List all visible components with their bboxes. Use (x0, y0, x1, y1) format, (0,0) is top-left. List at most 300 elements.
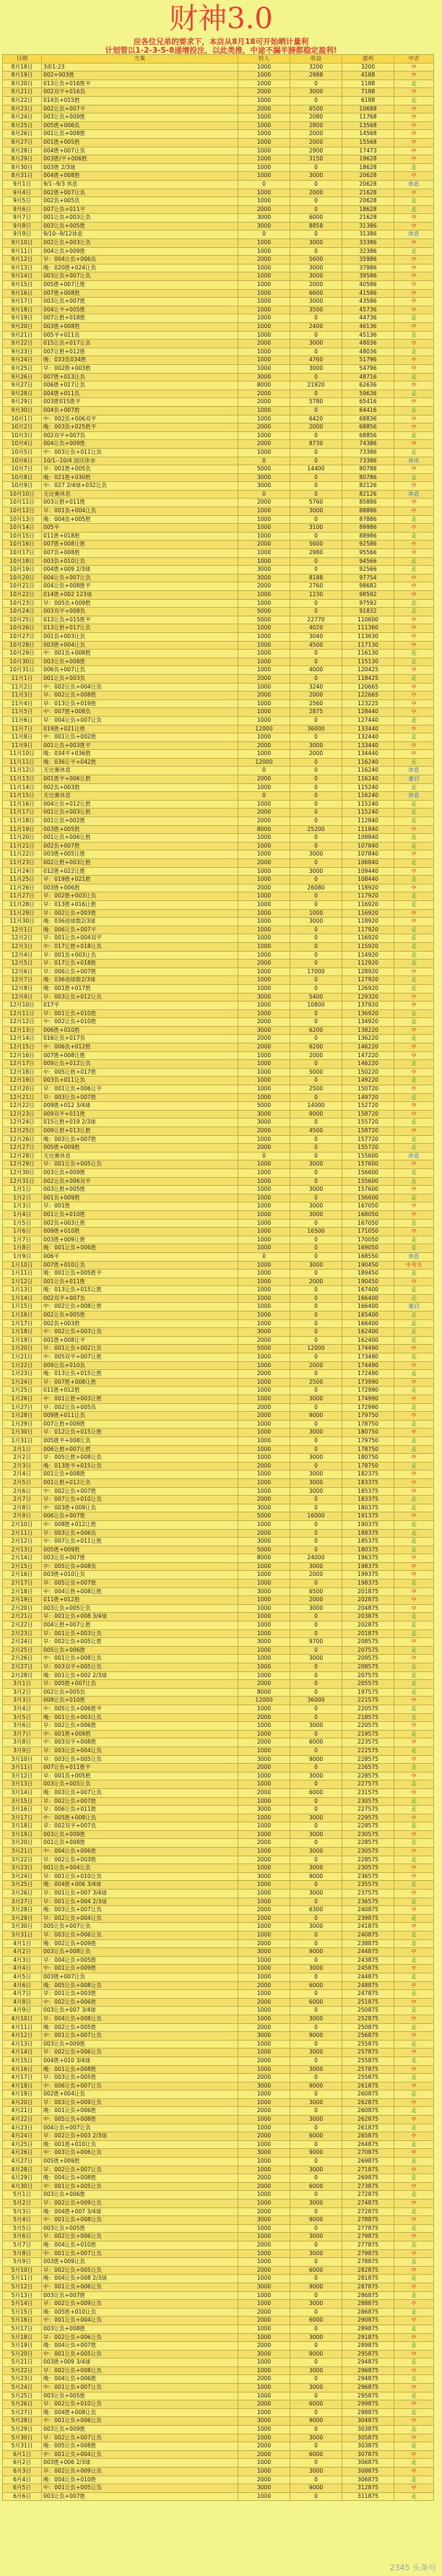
cell-date: 3月1日 (3, 1680, 42, 1689)
cell-stake: 1000 (238, 909, 290, 918)
cell-plan: 003让负+007胜 (42, 2492, 238, 2501)
table-row (3, 1051, 434, 1060)
cell-profit: 278875 (342, 2258, 394, 2267)
cell-stake: 1000 (238, 2426, 290, 2434)
cell-date: 1月20日 (3, 1345, 42, 1353)
cell-profit: 167050 (342, 1202, 394, 1211)
cell-profit: 196375 (342, 1554, 394, 1563)
table-row (3, 524, 434, 533)
cell-stake: 2000 (238, 423, 290, 432)
cell-date: 5月31日 (3, 2442, 42, 2451)
cell-date: 4月14日 (3, 2049, 42, 2057)
cell-date: 2月17日 (3, 1580, 42, 1588)
cell-plan: 001让负+008胜 (42, 1470, 238, 1479)
cell-profit: 191375 (342, 1512, 394, 1521)
cell-return: 0 (290, 1219, 342, 1228)
cell-return: 3000 (290, 867, 342, 876)
cell-profit: 62636 (342, 382, 394, 390)
cell-stake: 3000 (238, 1755, 290, 1764)
table-row (3, 231, 434, 239)
cell-return: 6000 (290, 2182, 342, 2191)
table-row (3, 2007, 434, 2015)
cell-return: 0 (290, 599, 342, 608)
table-row (3, 1286, 434, 1295)
cell-plan: 无比赛休息 (42, 767, 238, 775)
table-row (3, 1454, 434, 1463)
table-row (3, 716, 434, 725)
cell-result: 走 (394, 1580, 434, 1588)
cell-result: 中 (394, 1588, 434, 1596)
cell-profit: 199375 (342, 1571, 394, 1580)
table-row (3, 1755, 434, 1764)
cell-result: 中 (394, 356, 434, 365)
cell-date: 11月8日 (3, 733, 42, 742)
cell-result: 走 (394, 448, 434, 457)
table-row (3, 1688, 434, 1697)
cell-date: 5月18日 (3, 2333, 42, 2342)
table-row (3, 1529, 434, 1538)
cell-result: 中 (394, 364, 434, 373)
cell-stake: 3000 (238, 1872, 290, 1881)
table-row (3, 599, 434, 608)
cell-stake: 1000 (238, 121, 290, 130)
cell-stake: 1000 (238, 1303, 290, 1311)
cell-plan: 中：002让负+007胜 (42, 1487, 238, 1496)
cell-date: 10月5日 (3, 448, 42, 457)
cell-date: 5月24日 (3, 2384, 42, 2392)
cell-date: 2月15日 (3, 1562, 42, 1571)
cell-result: 走 (394, 842, 434, 850)
cell-plan: 早：005负+009胜 (42, 599, 238, 608)
table-row (3, 2049, 434, 2057)
cell-result: 走 (394, 1135, 434, 1144)
cell-profit: 134920 (342, 1018, 394, 1027)
cell-return: 8188 (290, 574, 342, 582)
cell-return: 6000 (290, 1739, 342, 1747)
cell-profit: 31386 (342, 231, 394, 239)
table-row (3, 499, 434, 507)
cell-result: 中 (394, 1454, 434, 1463)
cell-plan: 003胜+010让负 (42, 1571, 238, 1580)
table-row (3, 2124, 434, 2132)
cell-profit: 115240 (342, 800, 394, 809)
cell-result: 中 (394, 2384, 434, 2392)
cell-plan: 009让负+010负 (42, 1361, 238, 1370)
cell-return: 0 (290, 1144, 342, 1153)
cell-profit: 118425 (342, 674, 394, 683)
table-row (3, 809, 434, 817)
cell-date: 8月27日 (3, 138, 42, 147)
cell-result: 中 (394, 1965, 434, 1973)
cell-return: 0 (290, 650, 342, 658)
cell-return: 3000 (290, 1604, 342, 1613)
cell-return: 9700 (290, 1638, 342, 1647)
cell-result: 中 (394, 632, 434, 641)
cell-plan: 003胜+009让负 (42, 2258, 238, 2267)
cell-plan: 晚：005让负+008胜 (42, 2442, 238, 2451)
cell-plan: 早：002让负+006让负 (42, 2333, 238, 2342)
cell-profit: 222575 (342, 1746, 394, 1755)
cell-stake: 1000 (238, 2098, 290, 2107)
cell-plan: 早：002让负+004让负 (42, 1914, 238, 1923)
cell-return: 0 (290, 2023, 342, 2032)
cell-profit: 188375 (342, 1529, 394, 1538)
cell-stake: 2000 (238, 1529, 290, 1538)
cell-date: 11月18日 (3, 817, 42, 826)
cell-plan: 013让负+016胜平 (42, 79, 238, 88)
cell-return: 3000 (290, 1454, 342, 1463)
table-row (3, 1671, 434, 1680)
cell-plan: 003胜 2/3球 (42, 163, 238, 172)
cell-profit: 277875 (342, 2241, 394, 2249)
table-row (3, 2241, 434, 2249)
cell-profit: 180375 (342, 1546, 394, 1554)
table-row (3, 1788, 434, 1797)
cell-return: 3000 (290, 2366, 342, 2375)
cell-plan: 002双平+007负 (42, 1294, 238, 1303)
cell-plan: 早：005让胜+008让负 (42, 1454, 238, 1463)
table-row (3, 2107, 434, 2116)
cell-plan: 早：002让负+009让负 (42, 2300, 238, 2309)
table-row (3, 1261, 434, 1270)
table-row (3, 382, 434, 390)
cell-result: 走 (394, 716, 434, 725)
cell-profit: 171050 (342, 1228, 394, 1236)
cell-return: 3000 (290, 918, 342, 926)
cell-date: 10月2日 (3, 423, 42, 432)
table-row (3, 725, 434, 733)
cell-result: 中 (394, 1127, 434, 1136)
cell-result: 中 (394, 72, 434, 80)
cell-plan: 早：002让负+006让负 (42, 2049, 238, 2057)
cell-return: 3000 (290, 1562, 342, 1571)
cell-return: 3000 (290, 1814, 342, 1822)
cell-plan: 早：001让负+004双平 (42, 934, 238, 943)
cell-stake: 1000 (238, 2275, 290, 2283)
cell-return: 3000 (290, 2065, 342, 2074)
cell-result: 休息 (394, 490, 434, 499)
cell-date: 11月30日 (3, 918, 42, 926)
cell-date: 11月21日 (3, 842, 42, 850)
cell-stake: 5000 (238, 616, 290, 624)
cell-profit: 117920 (342, 892, 394, 901)
cell-result: 中 (394, 2484, 434, 2493)
cell-stake: 2000 (238, 809, 290, 817)
cell-plan: 晚：004让负+010胜 (42, 2241, 238, 2249)
cell-plan: 早：004让负+006负 (42, 256, 238, 264)
cell-return: 36000 (290, 725, 342, 733)
cell-date: 4月25日 (3, 2140, 42, 2149)
cell-plan: 001让负+008胜 (42, 1839, 238, 1848)
cell-stake: 1000 (238, 1848, 290, 1856)
cell-plan: 007胜+013让负 (42, 373, 238, 382)
cell-result: 中 (394, 323, 434, 332)
cell-date: 4月9日 (3, 2007, 42, 2015)
table-row (3, 281, 434, 290)
table-row (3, 1655, 434, 1663)
cell-date: 8月24日 (3, 113, 42, 122)
cell-result: 中 (394, 1378, 434, 1387)
cell-stake: 1000 (238, 323, 290, 332)
cell-return: 0 (290, 674, 342, 683)
cell-plan: 晚：001让负+006胜 (42, 1244, 238, 1253)
cell-plan: 中：003胜+009让负 (42, 1504, 238, 1512)
cell-plan: 中：002让负+006胜 (42, 1998, 238, 2007)
cell-stake: 2000 (238, 340, 290, 348)
cell-return: 0 (290, 1956, 342, 1965)
cell-plan: 003让胜+011胜 (42, 499, 238, 507)
cell-stake: 1000 (238, 1378, 290, 1387)
table-row (3, 2040, 434, 2049)
cell-stake: 1000 (238, 1093, 290, 1102)
cell-date: 12月21日 (3, 1093, 42, 1102)
cell-stake: 1000 (238, 1319, 290, 1328)
cell-date: 12月16日 (3, 1051, 42, 1060)
cell-result: 走 (394, 599, 434, 608)
cell-date: 2月16日 (3, 1571, 42, 1580)
cell-profit: 236575 (342, 1897, 394, 1906)
table-row (3, 741, 434, 750)
cell-result: 走 (394, 2140, 434, 2149)
cell-plan: 002让负+005胜 (42, 1311, 238, 1320)
table-row (3, 608, 434, 616)
cell-date: 5月15日 (3, 2308, 42, 2317)
cell-return: 9000 (290, 1948, 342, 1957)
cell-profit: 138220 (342, 1026, 394, 1035)
cell-date: 12月22日 (3, 1102, 42, 1111)
cell-date: 3月24日 (3, 1872, 42, 1881)
cell-stake: 3000 (238, 2350, 290, 2359)
cell-return: 9000 (290, 1412, 342, 1421)
cell-profit: 118920 (342, 918, 394, 926)
cell-date: 8月19日 (3, 72, 42, 80)
cell-stake: 1000 (238, 1186, 290, 1194)
cell-plan: 9/10--9/12休息 (42, 231, 238, 239)
cell-return: 0 (290, 2476, 342, 2484)
cell-plan: 早：002让负+007让负 (42, 2434, 238, 2442)
cell-result: 中 (394, 1345, 434, 1353)
cell-date: 5月19日 (3, 2342, 42, 2351)
cell-result: 走 (394, 2308, 434, 2317)
cell-result: 走 (394, 1629, 434, 1638)
cell-stake: 8000 (238, 1688, 290, 1697)
cell-stake: 1000 (238, 2258, 290, 2267)
cell-return: 3000 (290, 1487, 342, 1496)
cell-result: 走 (394, 163, 434, 172)
cell-return: 6000 (290, 1981, 342, 1990)
cell-profit: 87886 (342, 515, 394, 524)
cell-return: 3000 (290, 264, 342, 272)
cell-stake: 3000 (238, 222, 290, 231)
cell-plan: 早：002让负+009让负 (42, 2200, 238, 2208)
cell-return: 0 (290, 1336, 342, 1345)
cell-return: 3000 (290, 1848, 342, 1856)
cell-return: 2875 (290, 708, 342, 717)
cell-date: 3月5日 (3, 1713, 42, 1722)
cell-profit: 183375 (342, 1496, 394, 1504)
cell-profit: 238875 (342, 1939, 394, 1948)
cell-plan: 001胜+008让平 (42, 1336, 238, 1345)
cell-stake: 1000 (238, 1060, 290, 1069)
table-row (3, 892, 434, 901)
cell-result: 中 (394, 1470, 434, 1479)
cell-result: 中 (394, 1739, 434, 1747)
cell-plan: 早：004让负+008让负 (42, 2015, 238, 2023)
cell-return: 0 (290, 1194, 342, 1202)
table-row (3, 2366, 434, 2375)
table-row (3, 2032, 434, 2041)
cell-stake: 1000 (238, 926, 290, 934)
cell-plan: 早：003双平+005让负 (42, 1663, 238, 1672)
cell-return: 0 (290, 1680, 342, 1689)
cell-profit: 123225 (342, 699, 394, 708)
cell-profit: 229575 (342, 1814, 394, 1822)
cell-result: 走 (394, 557, 434, 566)
table-row (3, 968, 434, 976)
cell-result: 中 (394, 147, 434, 155)
cell-date: 2月25日 (3, 1646, 42, 1655)
cell-plan: 中：006让负+007让负 (42, 2082, 238, 2090)
cell-return: 3000 (290, 2384, 342, 2392)
cell-result: 中 (394, 507, 434, 516)
cell-return: 0 (290, 1077, 342, 1085)
cell-result: 中 (394, 1722, 434, 1731)
cell-result: 走 (394, 1328, 434, 1337)
cell-profit: 115240 (342, 783, 394, 792)
cell-date: 10月25日 (3, 616, 42, 624)
cell-result: 中 (394, 699, 434, 708)
cell-plan: 017平 (42, 1001, 238, 1010)
cell-plan: 早：003让负+006负 (42, 1529, 238, 1538)
cell-plan: 早：003让负+007胜 (42, 1093, 238, 1102)
cell-profit: 247875 (342, 1990, 394, 1999)
cell-profit: 218575 (342, 1713, 394, 1722)
cell-return: 0 (290, 1705, 342, 1713)
cell-result: 走 (394, 2325, 434, 2333)
cell-result: 走 (394, 2375, 434, 2384)
table-row (3, 1462, 434, 1470)
cell-profit: 190450 (342, 1278, 394, 1286)
cell-date: 9月28日 (3, 389, 42, 398)
cell-date: 11月19日 (3, 825, 42, 834)
cell-profit: 256875 (342, 2032, 394, 2041)
cell-result: 中 (394, 465, 434, 474)
cell-result: 走 (394, 1445, 434, 1454)
cell-stake: 1000 (238, 2040, 290, 2049)
cell-stake: 1000 (238, 247, 290, 256)
cell-stake: 2000 (238, 1370, 290, 1379)
cell-profit: 68856 (342, 423, 394, 432)
table-row (3, 624, 434, 633)
cell-date: 9月6日 (3, 205, 42, 214)
cell-profit: 111360 (342, 624, 394, 633)
cell-profit: 241875 (342, 1923, 394, 1931)
cell-plan: 晚：003让负+007让负 (42, 1906, 238, 1915)
cell-date: 1月27日 (3, 1403, 42, 1412)
cell-result: 走 (394, 348, 434, 356)
cell-result: 中 (394, 582, 434, 591)
cell-date: 4月16日 (3, 2065, 42, 2074)
cell-result: 中 (394, 239, 434, 248)
cell-return: 2560 (290, 699, 342, 708)
cell-stake: 3000 (238, 574, 290, 582)
cell-return: 0 (290, 2107, 342, 2116)
cell-return: 0 (290, 373, 342, 382)
cell-profit: 208575 (342, 1638, 394, 1647)
cell-return: 1230 (290, 591, 342, 600)
cell-plan: 早：002让负+007胜 (42, 1797, 238, 1806)
cell-return: 4760 (290, 356, 342, 365)
cell-stake: 1000 (238, 951, 290, 960)
cell-result: 走 (394, 1839, 434, 1848)
cell-return: 0 (290, 180, 342, 189)
cell-plan: 晚：004胜+007 3/4球 (42, 2207, 238, 2216)
cell-profit: 158720 (342, 1127, 394, 1136)
cell-result: 中 (394, 2468, 434, 2476)
cell-date: 9月25日 (3, 364, 42, 373)
cell-result: 走 (394, 1897, 434, 1906)
cell-date: 11月9日 (3, 741, 42, 750)
cell-profit: 189450 (342, 1270, 394, 1278)
cell-stake: 1000 (238, 163, 290, 172)
cell-plan: 晚：001让负+003让负 (42, 1713, 238, 1722)
cell-result: 中 (394, 138, 434, 147)
table-row (3, 2266, 434, 2275)
table-row (3, 1328, 434, 1337)
table-row (3, 1068, 434, 1077)
cell-profit: 20628 (342, 197, 394, 206)
cell-profit: 237575 (342, 1890, 394, 1898)
cell-stake: 2000 (238, 2442, 290, 2451)
cell-profit: 289875 (342, 2342, 394, 2351)
cell-profit: 115240 (342, 809, 394, 817)
cell-profit: 97592 (342, 599, 394, 608)
cell-result: 走 (394, 1797, 434, 1806)
cell-profit: 80786 (342, 465, 394, 474)
cell-return: 16000 (290, 1512, 342, 1521)
cell-date: 3月29日 (3, 1914, 42, 1923)
cell-stake: 1000 (238, 1646, 290, 1655)
cell-date: 10月30日 (3, 658, 42, 666)
cell-profit: 257875 (342, 2049, 394, 2057)
cell-result: 中 (394, 725, 434, 733)
cell-date: 5月26日 (3, 2400, 42, 2409)
table-row (3, 1429, 434, 1437)
cell-date: 9月21日 (3, 331, 42, 340)
cell-return: 2900 (290, 147, 342, 155)
cell-stake: 1000 (238, 448, 290, 457)
table-row (3, 884, 434, 892)
cell-stake: 1000 (238, 750, 290, 759)
cell-stake: 1000 (238, 1009, 290, 1018)
table-row (3, 2484, 434, 2493)
cell-return: 0 (290, 859, 342, 868)
cell-return: 3000 (290, 1965, 342, 1973)
table-row (3, 1646, 434, 1655)
column-header-return: 收益 (290, 55, 342, 64)
cell-date: 8月20日 (3, 79, 42, 88)
cell-plan: 晚：004让负+008 2/3球 (42, 2275, 238, 2283)
cell-date: 4月13日 (3, 2040, 42, 2049)
cell-stake: 0 (238, 231, 290, 239)
cell-plan: 晚：001胜+017胜 (42, 984, 238, 993)
cell-plan: 晚：004负+005胜 (42, 515, 238, 524)
cell-profit: 122665 (342, 692, 394, 700)
table-row (3, 1914, 434, 1923)
cell-return: 2000 (290, 138, 342, 147)
cell-profit: 18628 (342, 205, 394, 214)
cell-profit: 150720 (342, 1085, 394, 1094)
